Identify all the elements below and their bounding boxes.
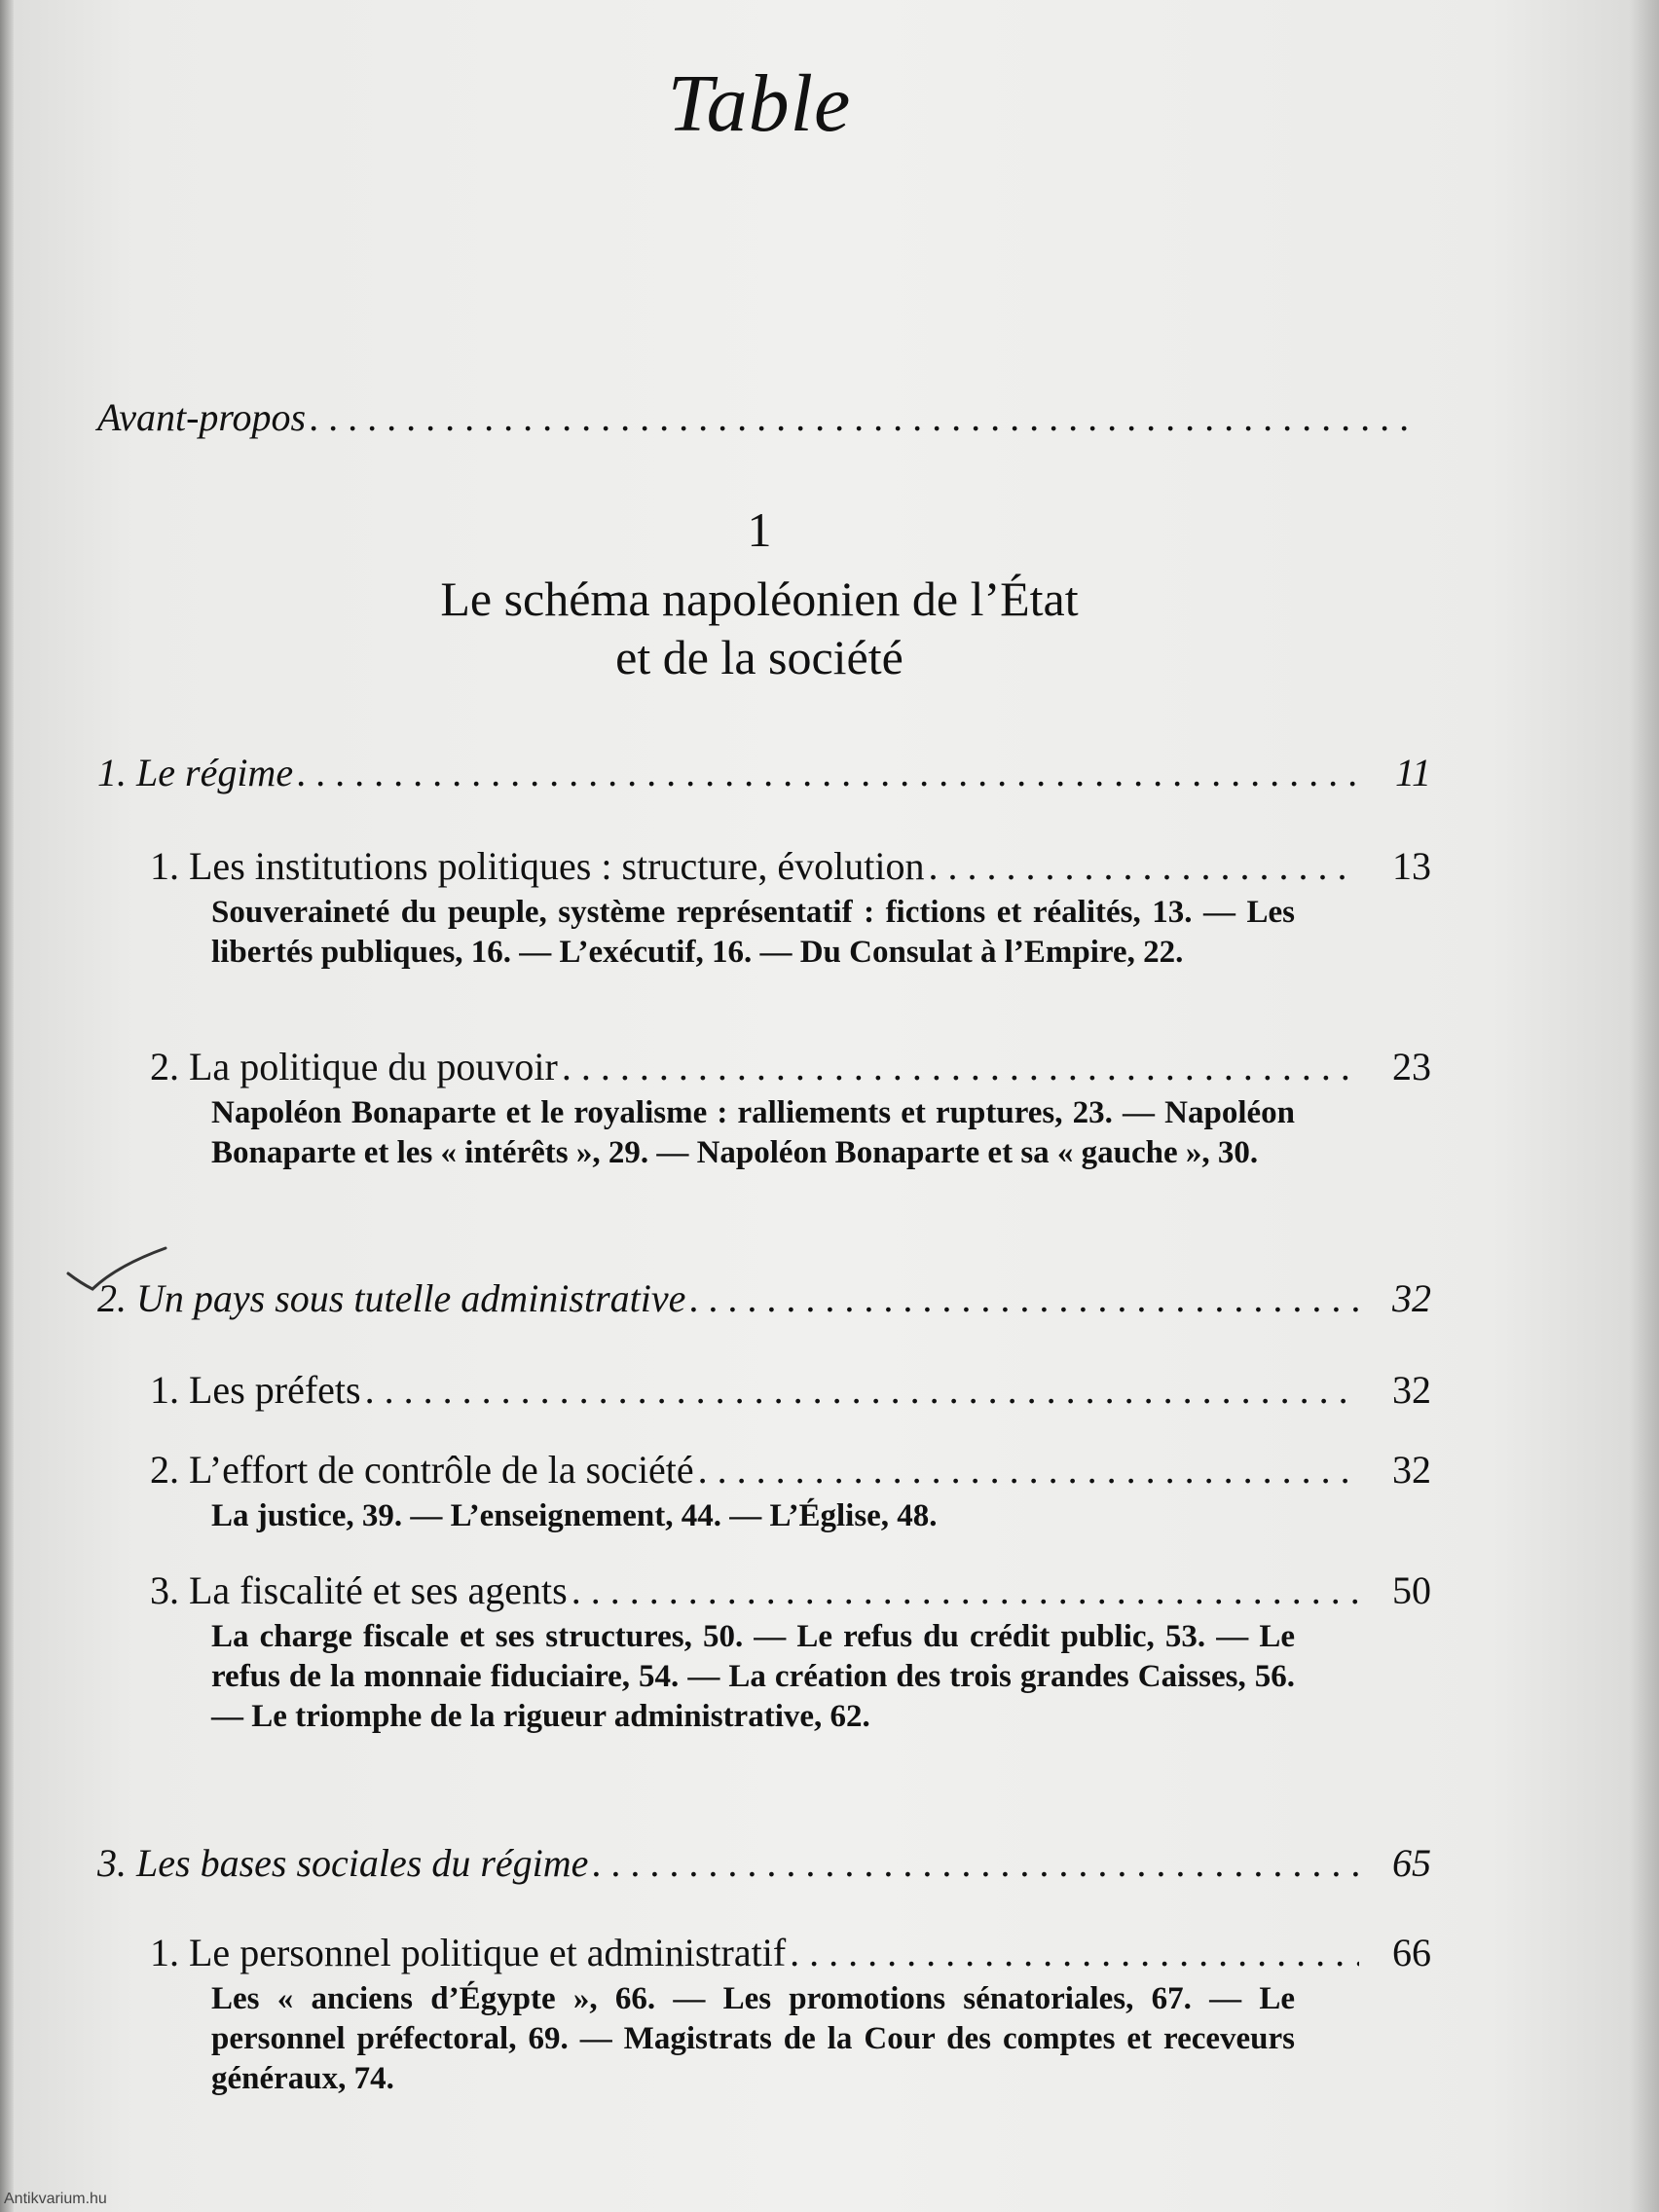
toc-description: La charge fiscale et ses structures, 50. — Le refus du crédit public, 53. — Le refus de la monnaie fiduciaire, 54. — La création des trois grandes Caisses, 56. — Le triomphe de la rigueur administrative, 62.: [211, 1619, 1295, 1734]
toc-page: 13: [1392, 844, 1431, 888]
page-right-shadow: [1630, 0, 1659, 2212]
toc-chapter-3-1: [97, 1930, 1431, 2099]
toc-chapter-1-2: [97, 1044, 1431, 1173]
dot-leader: [929, 843, 1360, 889]
page-title: Table: [667, 58, 852, 149]
toc-chapter-1-1: [97, 843, 1431, 973]
dot-leader: [310, 394, 1408, 440]
toc-page: 32: [1392, 1448, 1431, 1492]
toc-description: Napoléon Bonaparte et le royalisme : ralliements et ruptures, 23. — Napoléon Bonaparte et les « intérêts », 29. — Napoléon Bonaparte et sa « gauche », 30.: [211, 1095, 1295, 1170]
toc-description: La justice, 39. — L’enseignement, 44. — L’Église, 48.: [211, 1498, 938, 1533]
watermark: Antikvarium.hu: [4, 2191, 107, 2207]
dot-leader: [562, 1044, 1359, 1089]
toc-section-2: [97, 1275, 1431, 1321]
toc-entry-avant-propos: [97, 394, 1431, 440]
toc-label: 3. Les bases sociales du régime: [97, 1841, 589, 1885]
toc-label: 1. Les institutions politiques : structure, évolution: [150, 844, 925, 888]
toc-label: Avant-propos: [97, 395, 307, 439]
toc-label: 2. L’effort de contrôle de la société: [150, 1448, 694, 1492]
toc-page: 65: [1392, 1841, 1431, 1885]
toc-page: 50: [1392, 1568, 1431, 1612]
toc-label: 1. Les préfets: [150, 1368, 361, 1412]
dot-leader: [592, 1840, 1359, 1886]
toc-section-1: [97, 750, 1431, 795]
toc-chapter-2-2: [97, 1447, 1431, 1536]
part-title-line2: et de la société: [615, 630, 903, 684]
toc-label: 2. La politique du pouvoir: [150, 1045, 558, 1088]
toc-chapter-2-3: [97, 1567, 1431, 1737]
dot-leader: [297, 750, 1359, 795]
toc-description: Souveraineté du peuple, système représentatif : fictions et réalités, 13. — Les libertés publiques, 16. — L’exécutif, 16. — Du Consulat à l’Empire, 22.: [211, 895, 1295, 970]
page-edge-shadow: [0, 0, 14, 2212]
part-title: [0, 570, 1519, 686]
toc-page: 32: [1392, 1276, 1431, 1320]
part-title-line1: Le schéma napoléonien de l’État: [440, 571, 1079, 626]
dot-leader: [365, 1367, 1359, 1413]
toc-label: 1. Le personnel politique et administratif: [150, 1931, 787, 1974]
toc-label: 1. Le régime: [97, 751, 294, 794]
part-number: 1: [747, 502, 772, 557]
toc-label: 2. Un pays sous tutelle administrative: [97, 1276, 686, 1320]
dot-leader: [571, 1567, 1359, 1613]
toc-chapter-2-1: [97, 1367, 1431, 1413]
dot-leader: [790, 1930, 1359, 1975]
dot-leader: [698, 1447, 1359, 1493]
toc-page: 11: [1394, 751, 1431, 794]
toc-description: Les « anciens d’Égypte », 66. — Les promotions sénatoriales, 67. — Le personnel préfectoral, 69. — Magistrats de la Cour des comptes et receveurs généraux, 74.: [211, 1981, 1295, 2096]
dot-leader: [689, 1275, 1359, 1321]
toc-page: 23: [1392, 1045, 1431, 1088]
toc-page: 32: [1392, 1368, 1431, 1412]
toc-page: 66: [1392, 1931, 1431, 1974]
toc-section-3: [97, 1840, 1431, 1886]
toc-label: 3. La fiscalité et ses agents: [150, 1568, 568, 1612]
